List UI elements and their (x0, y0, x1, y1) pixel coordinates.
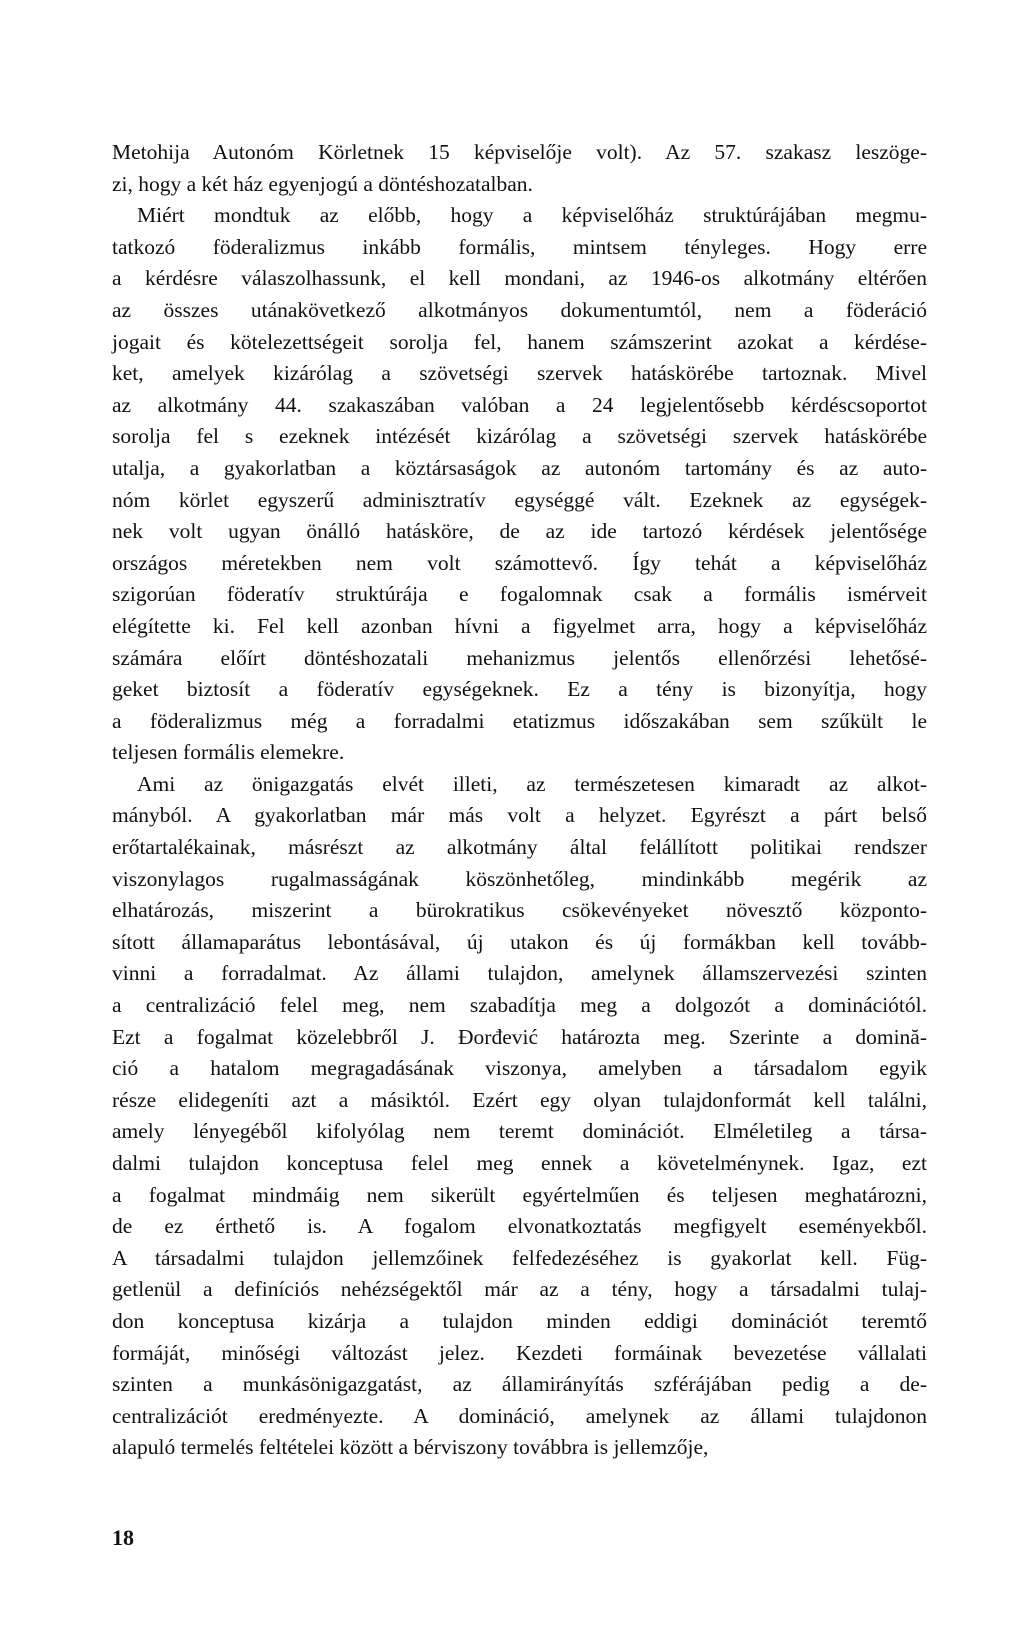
text-line: centralizációt eredményezte. A domináció, amelynek az állami tulajdonon (112, 1403, 927, 1428)
paragraph (112, 769, 927, 1464)
text-line: a kérdésre válaszolhassunk, el kell mondani, az 1946-os alkotmány eltérően (112, 266, 927, 291)
text-line: Miért mondtuk az előbb, hogy a képviselőház struktúrájában megmu- (137, 203, 927, 228)
text-line: Metohija Autonóm Körletnek 15 képviselője volt). Az 57. szakasz leszöge- (112, 140, 927, 164)
text-line: nóm körlet egyszerű adminisztratív egységgé vált. Ezeknek az egységek- (112, 487, 927, 512)
text-line: ció a hatalom megragadásának viszonya, amelyben a társadalom egyik (112, 1056, 927, 1081)
text-line: sorolja fel s ezeknek intézését kizárólag a szövetségi szervek hatáskörébe (112, 424, 927, 449)
text-line: zi, hogy a két ház egyenjogú a döntéshozatalban. (112, 171, 533, 196)
text-line: alapuló termelés feltételei között a bérviszony továbbra is jellemzője, (112, 1435, 709, 1460)
paragraph (112, 137, 927, 200)
text-line: Ami az önigazgatás elvét illeti, az természetesen kimaradt az alkot- (137, 771, 927, 796)
text-line: geket biztosít a föderatív egységeknek. Ez a tény is bizonyítja, hogy (112, 677, 927, 702)
text-line: a centralizáció felel meg, nem szabadítja meg a dolgozót a dominációtól. (112, 993, 927, 1018)
text-line: jogait és kötelezettségeit sorolja fel, hanem számszerint azokat a kérdése- (112, 329, 927, 354)
text-line: vinni a forradalmat. Az állami tulajdon, amelynek államszervezési szinten (112, 961, 927, 986)
text-line: szinten a munkásönigazgatást, az államirányítás szférájában pedig a de- (112, 1372, 927, 1397)
page-body (112, 137, 927, 1464)
text-line: a föderalizmus még a forradalmi etatizmus időszakában sem szűkült le (112, 708, 927, 733)
text-line: formáját, minőségi változást jelez. Kezdeti formáinak bevezetése vállalati (112, 1340, 927, 1365)
text-line: nek volt ugyan önálló hatásköre, de az ide tartozó kérdések jelentősége (112, 519, 927, 544)
text-line: viszonylagos rugalmasságának köszönhetőleg, mindinkább megérik az (112, 866, 927, 891)
text-line: sított államaparátus lebontásával, új utakon és új formákban kell tovább- (112, 929, 927, 954)
text-line: a fogalmat mindmáig nem sikerült egyértelműen és teljesen meghatározni, (112, 1182, 927, 1207)
text-line: szigorúan föderatív struktúrája e fogalomnak csak a formális ismérveit (112, 582, 927, 607)
text-line: erőtartalékainak, másrészt az alkotmány által felállított politikai rendszer (112, 835, 927, 860)
text-line: országos méretekben nem volt számottevő. Így tehát a képviselőház (112, 550, 927, 575)
text-line: az összes utánakövetkező alkotmányos dokumentumtól, nem a föderáció (112, 297, 927, 322)
text-line: számára előírt döntéshozatali mehanizmus jelentős ellenőrzési lehetősé- (112, 645, 927, 670)
text-line: teljesen formális elemekre. (112, 740, 345, 765)
text-line: ket, amelyek kizárólag a szövetségi szervek hatáskörébe tartoznak. Mivel (112, 361, 927, 386)
text-line: Ezt a fogalmat közelebbről J. Đorđević határozta meg. Szerinte a domină- (112, 1024, 927, 1049)
text-line: tatkozó föderalizmus inkább formális, mintsem tényleges. Hogy erre (112, 234, 927, 259)
text-line: getlenül a definíciós nehézségektől már az a tény, hogy a társadalmi tulaj- (112, 1277, 927, 1302)
text-line: A társadalmi tulajdon jellemzőinek felfedezéséhez is gyakorlat kell. Füg- (112, 1245, 927, 1270)
text-line: elhatározás, miszerint a bürokratikus csökevényeket növesztő központo- (112, 898, 927, 923)
text-line: mányból. A gyakorlatban már más volt a helyzet. Egyrészt a párt belső (112, 803, 927, 828)
text-line: része elidegeníti azt a másiktól. Ezért egy olyan tulajdonformát kell találni, (112, 1087, 927, 1112)
text-line: amely lényegéből kifolyólag nem teremt dominációt. Elméletileg a társa- (112, 1119, 927, 1144)
text-line: don konceptusa kizárja a tulajdon minden eddigi dominációt teremtő (112, 1308, 927, 1333)
page-number: 18 (112, 1525, 134, 1550)
text-line: az alkotmány 44. szakaszában valóban a 24 legjelentősebb kérdéscsoportot (112, 392, 927, 417)
text-line: de ez érthető is. A fogalom elvonatkoztatás megfigyelt eseményekből. (112, 1214, 927, 1239)
text-line: utalja, a gyakorlatban a köztársaságok az autonóm tartomány és az auto- (112, 455, 927, 480)
text-line: dalmi tulajdon konceptusa felel meg ennek a követelménynek. Igaz, ezt (112, 1151, 927, 1175)
text-line: elégítette ki. Fel kell azonban hívni a figyelmet arra, hogy a képviselőház (112, 613, 927, 638)
paragraph (112, 200, 927, 769)
